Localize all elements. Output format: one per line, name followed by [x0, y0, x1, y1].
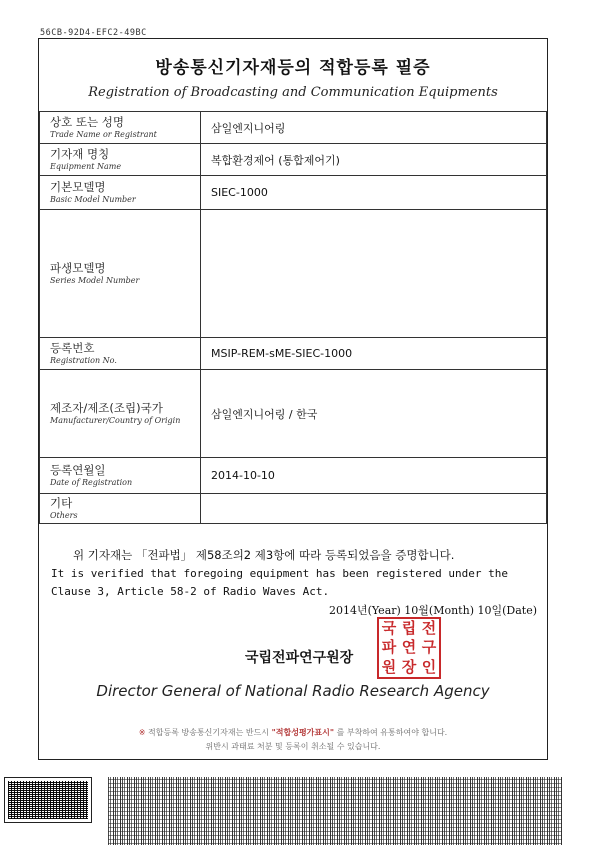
notice-text-pre: 적합등록 방송통신기자재는 반드시 [148, 728, 270, 737]
basic-model-value: SIEC-1000 [201, 176, 547, 210]
seal-char: 원 [381, 657, 397, 676]
seal-char: 인 [421, 657, 437, 676]
issuer-english: Director General of National Radio Research Agency [96, 682, 490, 700]
row-registration-no [40, 338, 547, 370]
row-registration-date [40, 458, 547, 494]
series-model-value [201, 210, 547, 338]
official-seal [377, 617, 441, 679]
registration-date-value: 2014-10-10 [201, 458, 547, 494]
registration-info-table [39, 111, 547, 524]
manufacturer-label-ko: 제조자/제조(조립)국가 [50, 400, 163, 415]
seal-char: 전 [421, 619, 437, 638]
manufacturer-label-en: Manufacturer/Country of Origin [50, 415, 181, 425]
others-value [201, 494, 547, 524]
trade-name-label-en: Trade Name or Registrant [50, 129, 157, 139]
notice-highlight: "적합성평가표시" [271, 728, 335, 737]
notice-line-1 [39, 727, 547, 738]
row-basic-model [40, 176, 547, 210]
statement-korean: 위 기자재는 「전파법」 제58조의2 제3항에 따라 등록되었음을 증명합니다. [73, 548, 455, 562]
row-equipment-name [40, 144, 547, 176]
2d-code [4, 777, 92, 823]
row-series-model [40, 210, 547, 338]
trade-name-label-ko: 상호 또는 성명 [50, 114, 124, 129]
registration-no-value: MSIP-REM-sME-SIEC-1000 [201, 338, 547, 370]
others-label-ko: 기타 [50, 495, 73, 510]
notice-line-2: 위반시 과태료 처분 및 등록이 취소될 수 있습니다. [205, 742, 381, 751]
statement-english: It is verified that foregoing equipment has been registered under the Clause 3, Article 58-2 of Radio Waves Act. [51, 567, 508, 598]
row-others [40, 494, 547, 524]
seal-char: 파 [381, 638, 397, 657]
security-barcode [108, 777, 562, 845]
series-model-label-ko: 파생모델명 [50, 260, 106, 275]
series-model-label-en: Series Model Number [50, 275, 140, 285]
basic-model-label-ko: 기본모델명 [50, 179, 106, 194]
issuer-korean: 국립전파연구원장 [245, 650, 354, 666]
registration-no-label-en: Registration No. [50, 355, 117, 365]
title-korean: 방송통신기자재등의 적합등록 필증 [155, 58, 431, 78]
row-manufacturer [40, 370, 547, 458]
seal-char: 국 [381, 619, 397, 638]
notice-star: ※ [138, 728, 146, 737]
title-english: Registration of Broadcasting and Communication Equipments [88, 85, 498, 100]
equipment-name-value: 복합환경제어 (통합제어기) [201, 144, 547, 176]
seal-char: 구 [421, 638, 437, 657]
trade-name-value: 삼일엔지니어링 [201, 112, 547, 144]
date-label-ko: 등록연월일 [50, 462, 106, 477]
equipment-name-label-en: Equipment Name [50, 161, 122, 171]
certificate-frame [38, 38, 548, 760]
others-label-en: Others [50, 510, 78, 520]
equipment-name-label-ko: 기자재 명칭 [50, 146, 110, 161]
notice-text-post: 를 부착하여 유통하여야 합니다. [336, 728, 448, 737]
date-label-en: Date of Registration [50, 477, 133, 487]
registration-no-label-ko: 등록번호 [50, 340, 95, 355]
issue-date: 2014년(Year) 10월(Month) 10일(Date) [328, 604, 537, 617]
seal-char: 장 [401, 657, 417, 676]
seal-char: 연 [401, 638, 417, 657]
row-trade-name [40, 112, 547, 144]
seal-char: 립 [401, 619, 417, 638]
document-id: 56CB-92D4-EFC2-49BC [40, 28, 147, 38]
basic-model-label-en: Basic Model Number [50, 194, 136, 204]
manufacturer-value: 삼일엔지니어링 / 한국 [201, 370, 547, 458]
